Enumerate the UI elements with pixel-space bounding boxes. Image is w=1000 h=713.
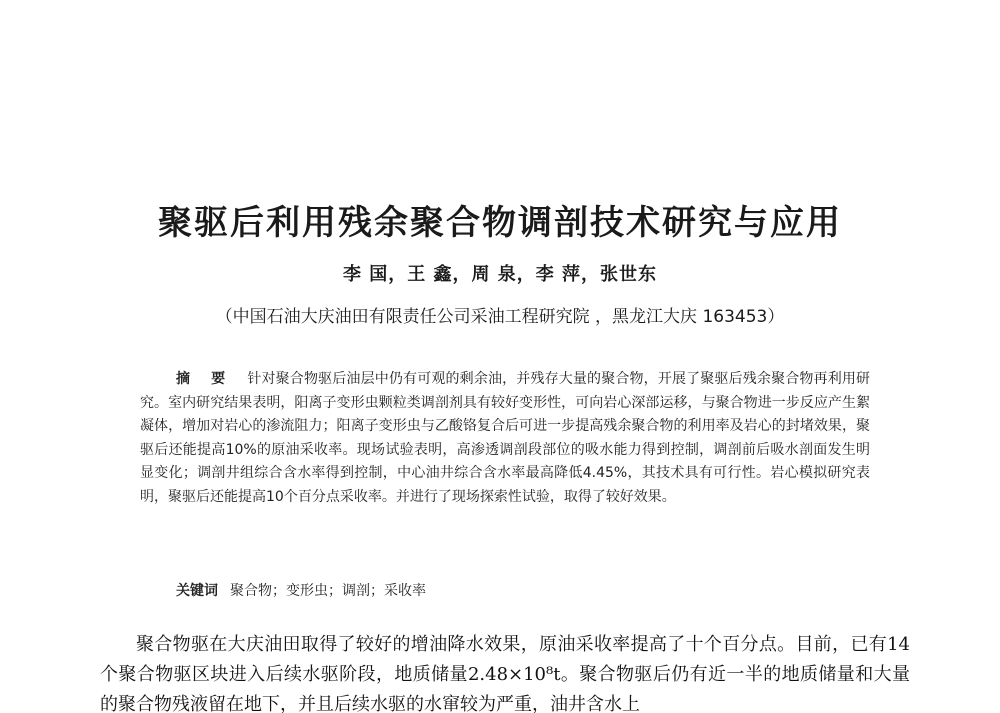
abstract-text: 针对聚合物驱后油层中仍有可观的剩余油，并残存大量的聚合物，开展了聚驱后残余聚合物再利用研究。室内研究结果表明，阳离子变形虫颗粒类调剖剂具有较好变形性，可向岩心深部运移，与聚合物进一步反应产生絮凝体，增加对岩心的渗流阻力；阳离子变形虫与乙酸铬复合后可进一步提高残余聚合物的利用率及岩心的封堵效果，聚驱后还能提高10%的原油采收率。现场试验表明，高渗透调剖段部位的吸水能力得到控制，调剖前后吸水剖面发生明显变化；调剖井组综合含水率得到控制，中心油井综合含水率最高降低4.45%，其技术具有可行性。岩心模拟研究表明，聚驱后还能提高10个百分点采收率。并进行了现场探索性试验，取得了较好效果。 (140, 371, 871, 505)
abstract (140, 368, 870, 509)
keywords-label: 关键词 (176, 583, 218, 599)
abstract-label: 摘 要 (176, 371, 234, 387)
body-paragraph: 聚合物驱在大庆油田取得了较好的增油降水效果，原油采收率提高了十个百分点。目前，已有14个聚合物驱区块进入后续水驱阶段，地质储量2.48×10⁸t。聚合物驱后仍有近一半的地质储量和大量的聚合物残液留在地下，并且后续水驱的水窜较为严重，油井含水上 (100, 634, 910, 713)
paper-title: 聚驱后利用残余聚合物调剖技术研究与应用 (158, 203, 842, 243)
affiliation: （中国石油大庆油田有限责任公司采油工程研究院 ，黑龙江大庆 163453） (215, 307, 785, 327)
keywords-text: 聚合物；变形虫；调剖；采收率 (230, 583, 426, 599)
author-list: 李 国，王 鑫，周 泉，李 萍，张世东 (342, 264, 658, 285)
keywords (176, 580, 426, 600)
